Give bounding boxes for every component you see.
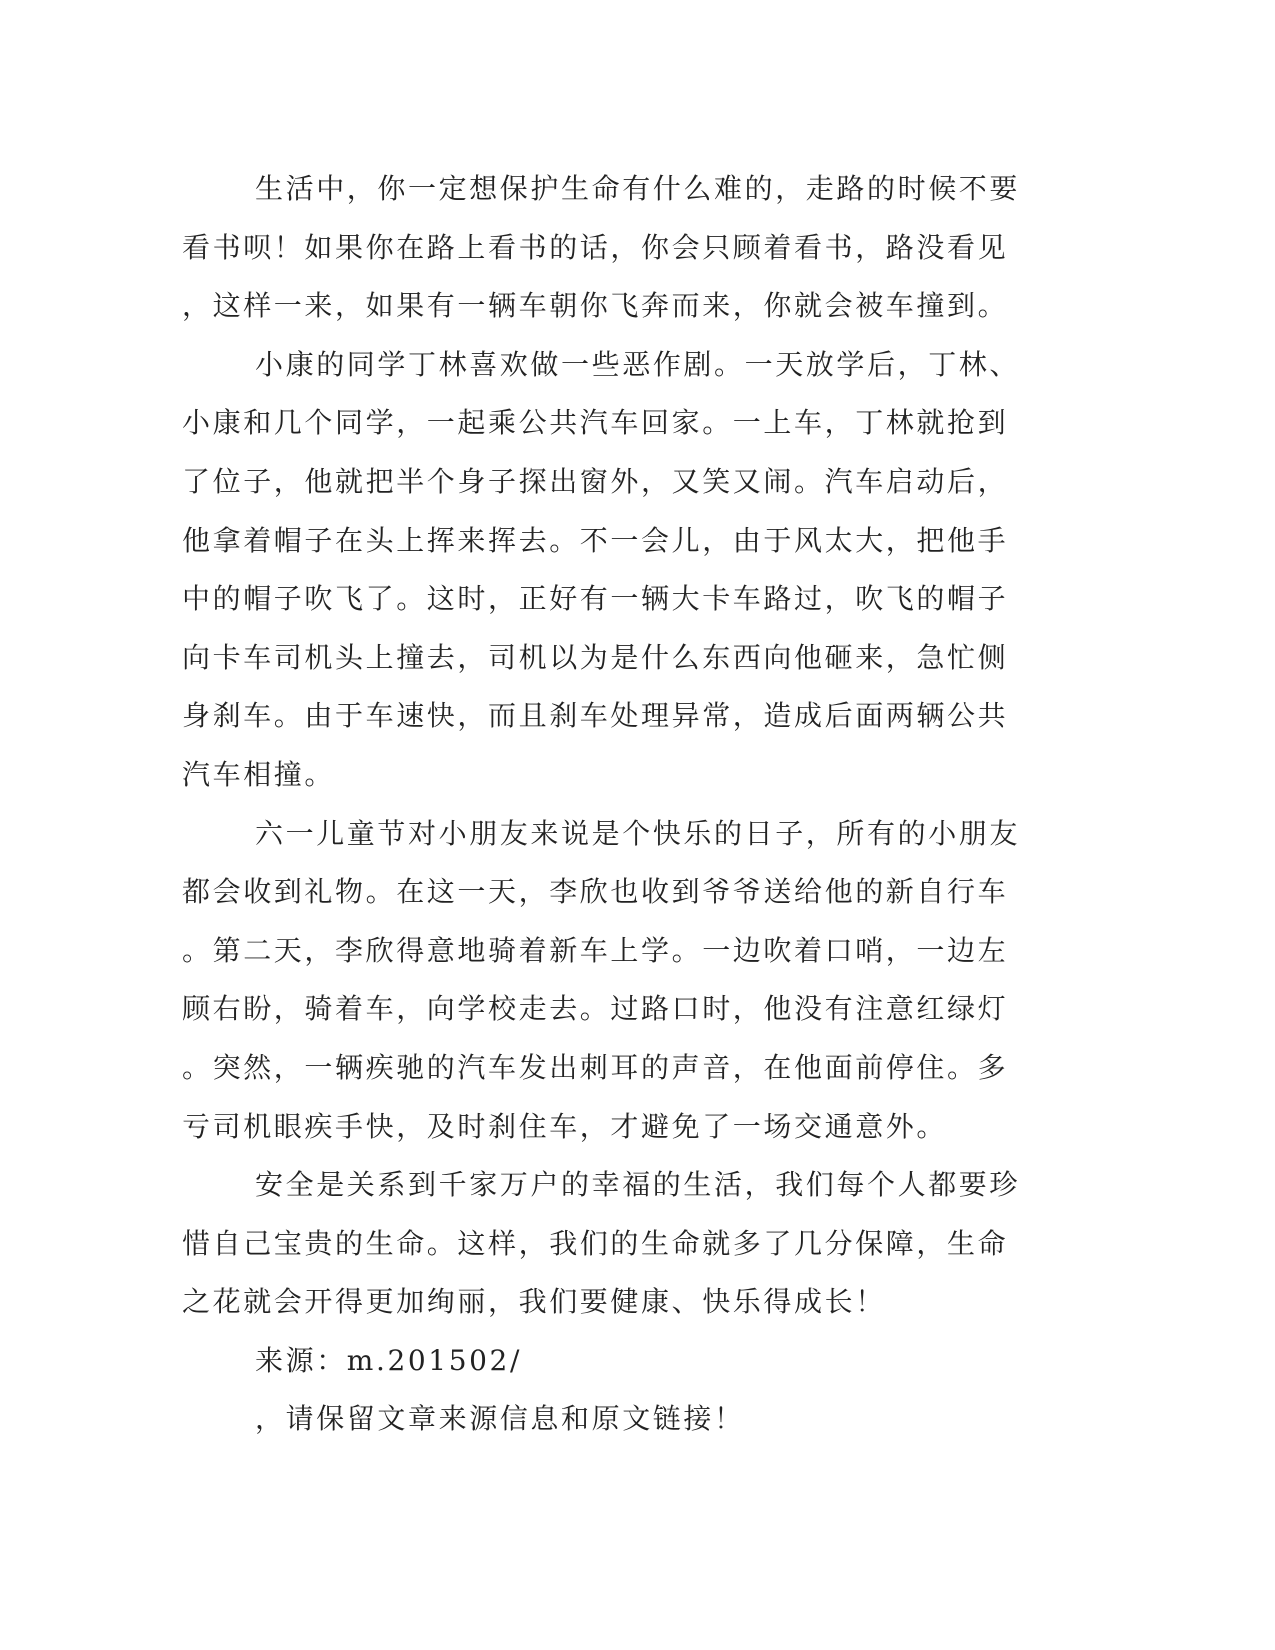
paragraph-conclusion: 安全是关系到千家万户的幸福的生活，我们每个人都要珍惜自己宝贵的生命。这样，我们的生命就多了几分保障，生命之花就会开得更加绚丽，我们要健康、快乐得成长！	[182, 1168, 1021, 1319]
paragraph-childrens-day-bike: 六一儿童节对小朋友来说是个快乐的日子，所有的小朋友都会收到礼物。在这一天，李欣也收到爷爷送给他的新自行车。第二天，李欣得意地骑着新车上学。一边吹着口哨，一边左顾右盼，骑着车，向学校走去。过路口时，他没有注意红绿灯。突然，一辆疾驰的汽车发出刺耳的声音，在他面前停住。多亏司机眼疾手快，及时刹住车，才避免了一场交通意外。	[182, 816, 1021, 1143]
notice-line: ，请保留文章来源信息和原文链接！	[255, 1402, 745, 1436]
source-line: 来源：m.201502/	[255, 1343, 522, 1377]
paragraph-bus-prank: 小康的同学丁林喜欢做一些恶作剧。一天放学后，丁林、小康和几个同学，一起乘公共汽车回家。一上车，丁林就抢到了位子，他就把半个身子探出窗外，又笑又闹。汽车启动后，他拿着帽子在头上挥来挥去。不一会儿，由于风太大，把他手中的帽子吹飞了。这时，正好有一辆大卡车路过，吹飞的帽子向卡车司机头上撞去，司机以为是什么东西向他砸来，急忙侧身刹车。由于车速快，而且刹车处理异常，造成后面两辆公共汽车相撞。	[182, 347, 1021, 791]
article-body	[182, 160, 1032, 1449]
paragraph-walking-reading: 生活中，你一定想保护生命有什么难的，走路的时候不要看书呗！如果你在路上看书的话，你会只顾着看书，路没看见，这样一来，如果有一辆车朝你飞奔而来，你就会被车撞到。	[182, 172, 1021, 323]
